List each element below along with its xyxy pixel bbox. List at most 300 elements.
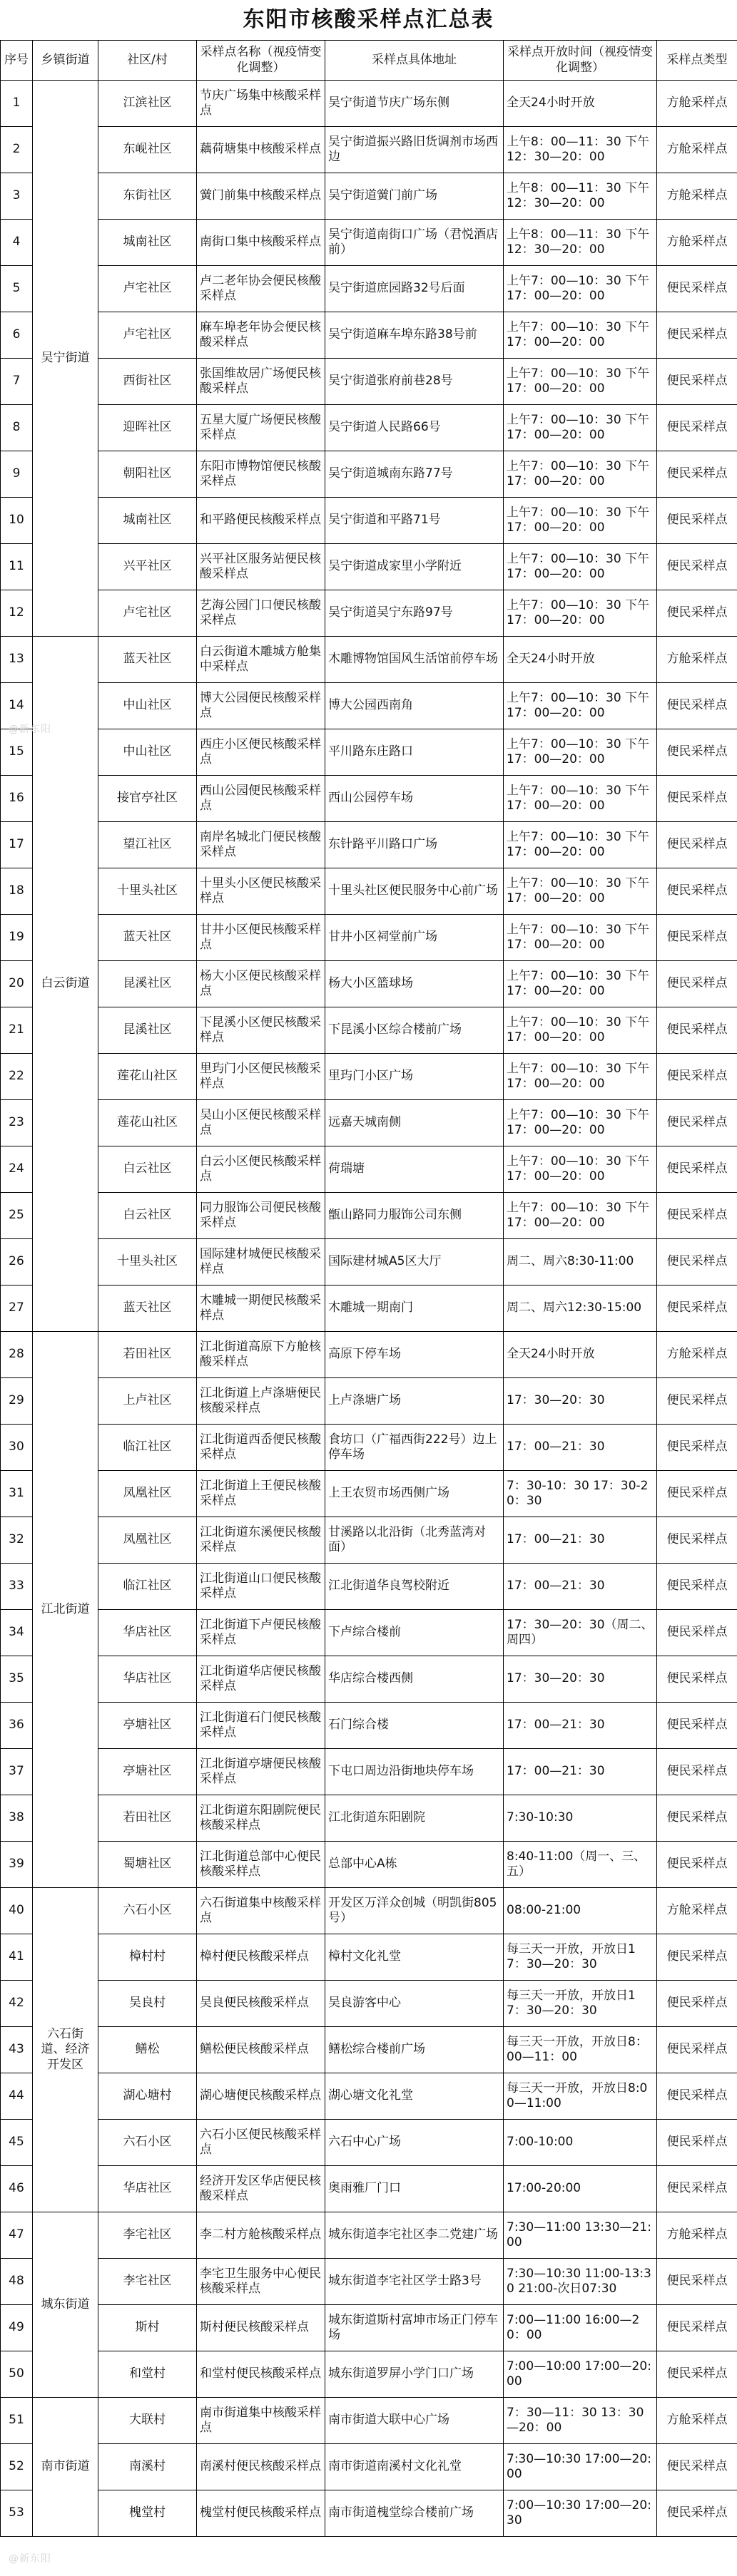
address-cell: 甘井小区祠堂前广场 bbox=[325, 915, 504, 961]
community-cell: 六石小区 bbox=[98, 2120, 197, 2166]
community-cell: 李宅社区 bbox=[98, 2212, 197, 2259]
row-number: 47 bbox=[1, 2212, 33, 2259]
row-number: 6 bbox=[1, 312, 33, 359]
site-name-cell: 白云街道木雕城方舱集中采样点 bbox=[197, 637, 325, 683]
street-name-cell: 城东街道 bbox=[33, 2212, 98, 2398]
site-type-cell: 方舱采样点 bbox=[657, 127, 737, 173]
hours-cell: 上午8：00—11：30 下午12：30—20：00 bbox=[504, 220, 657, 266]
site-name-cell: 杨大小区便民核酸采样点 bbox=[197, 961, 325, 1007]
address-cell: 平川路东庄路口 bbox=[325, 729, 504, 776]
community-cell: 卢宅社区 bbox=[98, 266, 197, 312]
row-number: 29 bbox=[1, 1378, 33, 1425]
community-cell: 蓝天社区 bbox=[98, 915, 197, 961]
site-type-cell: 便民采样点 bbox=[657, 1934, 737, 1981]
street-name-cell: 江北街道 bbox=[33, 1332, 98, 1888]
table-row bbox=[1, 776, 737, 822]
hours-cell: 7:00—10:00 17:00—20:00 bbox=[504, 2351, 657, 2398]
row-number: 31 bbox=[1, 1471, 33, 1517]
address-cell: 里玙门小区广场 bbox=[325, 1054, 504, 1100]
site-type-cell: 便民采样点 bbox=[657, 2490, 737, 2537]
community-cell: 昆溪社区 bbox=[98, 961, 197, 1007]
community-cell: 望江社区 bbox=[98, 822, 197, 868]
hours-cell: 17：00—21：30 bbox=[504, 1517, 657, 1564]
site-name-cell: 张国维故居广场便民核酸采样点 bbox=[197, 359, 325, 405]
site-type-cell: 便民采样点 bbox=[657, 868, 737, 915]
site-type-cell: 便民采样点 bbox=[657, 2351, 737, 2398]
row-number: 33 bbox=[1, 1564, 33, 1610]
site-type-cell: 便民采样点 bbox=[657, 312, 737, 359]
site-type-cell: 便民采样点 bbox=[657, 2027, 737, 2073]
site-name-cell: 樟村便民核酸采样点 bbox=[197, 1934, 325, 1981]
header-site-name: 采样点名称（视疫情变化调整） bbox=[197, 41, 325, 81]
address-cell: 樟村文化礼堂 bbox=[325, 1934, 504, 1981]
table-row bbox=[1, 127, 737, 173]
site-name-cell: 江北街道上王便民核酸采样点 bbox=[197, 1471, 325, 1517]
community-cell: 卢宅社区 bbox=[98, 590, 197, 637]
site-name-cell: 湖心塘便民核酸采样点 bbox=[197, 2073, 325, 2120]
table-row bbox=[1, 266, 737, 312]
street-name-cell: 吴宁街道 bbox=[33, 81, 98, 637]
site-name-cell: 斯村便民核酸采样点 bbox=[197, 2305, 325, 2351]
site-name-cell: 李二村方舱核酸采样点 bbox=[197, 2212, 325, 2259]
address-cell: 石门综合楼 bbox=[325, 1703, 504, 1749]
site-name-cell: 南街口集中核酸采样点 bbox=[197, 220, 325, 266]
site-name-cell: 五星大厦广场便民核酸采样点 bbox=[197, 405, 325, 451]
community-cell: 白云社区 bbox=[98, 1146, 197, 1193]
row-number: 45 bbox=[1, 2120, 33, 2166]
header-type: 采样点类型 bbox=[657, 41, 737, 81]
row-number: 11 bbox=[1, 544, 33, 590]
hours-cell: 7：30—11：30 13：30—20：00 bbox=[504, 2398, 657, 2444]
community-cell: 斯村 bbox=[98, 2305, 197, 2351]
table-row bbox=[1, 1610, 737, 1656]
address-cell: 甑山路同力服饰公司东侧 bbox=[325, 1193, 504, 1239]
site-name-cell: 江北街道华店便民核酸采样点 bbox=[197, 1656, 325, 1703]
community-cell: 蓝天社区 bbox=[98, 1286, 197, 1332]
row-number: 1 bbox=[1, 81, 33, 127]
site-type-cell: 便民采样点 bbox=[657, 1007, 737, 1054]
site-name-cell: 南岸名城北门便民核酸采样点 bbox=[197, 822, 325, 868]
community-cell: 十里头社区 bbox=[98, 868, 197, 915]
community-cell: 白云社区 bbox=[98, 1193, 197, 1239]
table-row bbox=[1, 1378, 737, 1425]
community-cell: 中山社区 bbox=[98, 729, 197, 776]
community-cell: 樟村村 bbox=[98, 1934, 197, 1981]
address-cell: 吴宁街道麻车埠东路38号前 bbox=[325, 312, 504, 359]
address-cell: 木雕城一期南门 bbox=[325, 1286, 504, 1332]
row-number: 2 bbox=[1, 127, 33, 173]
table-row bbox=[1, 1146, 737, 1193]
site-name-cell: 兴平社区服务站便民核酸采样点 bbox=[197, 544, 325, 590]
address-cell: 湖心塘文化礼堂 bbox=[325, 2073, 504, 2120]
community-cell: 华店社区 bbox=[98, 2166, 197, 2212]
site-type-cell: 方舱采样点 bbox=[657, 81, 737, 127]
table-header-row bbox=[1, 41, 737, 81]
site-name-cell: 十里头小区便民核酸采样点 bbox=[197, 868, 325, 915]
address-cell: 六石中心广场 bbox=[325, 2120, 504, 2166]
hours-cell: 全天24小时开放 bbox=[504, 1332, 657, 1378]
site-type-cell: 便民采样点 bbox=[657, 266, 737, 312]
hours-cell: 7:30-10:30 bbox=[504, 1795, 657, 1842]
hours-cell: 上午7：00—10：30 下午17：00—20：00 bbox=[504, 1054, 657, 1100]
address-cell: 吴宁街道振兴路旧货调剂市场西边 bbox=[325, 127, 504, 173]
community-cell: 亭塘社区 bbox=[98, 1749, 197, 1795]
hours-cell: 8:40-11:00（周一、三、五） bbox=[504, 1842, 657, 1888]
hours-cell: 每三天一开放，开放日17：30—20：30 bbox=[504, 1981, 657, 2027]
address-cell: 上王农贸市场西侧广场 bbox=[325, 1471, 504, 1517]
address-cell: 西山公园停车场 bbox=[325, 776, 504, 822]
table-row bbox=[1, 1842, 737, 1888]
community-cell: 若田社区 bbox=[98, 1795, 197, 1842]
table-row bbox=[1, 1425, 737, 1471]
table-row bbox=[1, 1100, 737, 1146]
row-number: 46 bbox=[1, 2166, 33, 2212]
table-row bbox=[1, 2027, 737, 2073]
site-type-cell: 便民采样点 bbox=[657, 1703, 737, 1749]
community-cell: 东街社区 bbox=[98, 173, 197, 220]
address-cell: 博大公园西南角 bbox=[325, 683, 504, 729]
address-cell: 总部中心A栋 bbox=[325, 1842, 504, 1888]
hours-cell: 每三天一开放，开放日17：30—20：30 bbox=[504, 1934, 657, 1981]
site-type-cell: 便民采样点 bbox=[657, 1239, 737, 1286]
address-cell: 吴宁街道人民路66号 bbox=[325, 405, 504, 451]
hours-cell: 7:30—10:30 11:00-13:30 21:00-次日07:30 bbox=[504, 2259, 657, 2305]
community-cell: 莲花山社区 bbox=[98, 1100, 197, 1146]
community-cell: 江滨社区 bbox=[98, 81, 197, 127]
address-cell: 吴宁街道和平路71号 bbox=[325, 498, 504, 544]
table-row bbox=[1, 1286, 737, 1332]
table-row bbox=[1, 220, 737, 266]
site-name-cell: 下昆溪小区便民核酸采样点 bbox=[197, 1007, 325, 1054]
address-cell: 下卢综合楼前 bbox=[325, 1610, 504, 1656]
site-name-cell: 同力服饰公司便民核酸采样点 bbox=[197, 1193, 325, 1239]
site-type-cell: 便民采样点 bbox=[657, 1425, 737, 1471]
site-type-cell: 便民采样点 bbox=[657, 2259, 737, 2305]
table-row bbox=[1, 498, 737, 544]
page-title: 东阳市核酸采样点汇总表 bbox=[243, 7, 494, 32]
address-cell: 远嘉天城南侧 bbox=[325, 1100, 504, 1146]
hours-cell: 上午7：00—10：30 下午17：00—20：00 bbox=[504, 1146, 657, 1193]
hours-cell: 上午7：00—10：30 下午17：00—20：00 bbox=[504, 776, 657, 822]
row-number: 43 bbox=[1, 2027, 33, 2073]
row-number: 51 bbox=[1, 2398, 33, 2444]
community-cell: 十里头社区 bbox=[98, 1239, 197, 1286]
address-cell: 城东街道罗屏小学门口广场 bbox=[325, 2351, 504, 2398]
address-cell: 鳝松综合楼前广场 bbox=[325, 2027, 504, 2073]
table-row bbox=[1, 1749, 737, 1795]
site-type-cell: 便民采样点 bbox=[657, 683, 737, 729]
row-number: 23 bbox=[1, 1100, 33, 1146]
table-row bbox=[1, 173, 737, 220]
table-row bbox=[1, 729, 737, 776]
table-row bbox=[1, 451, 737, 498]
hours-cell: 7:00-10:00 bbox=[504, 2120, 657, 2166]
table-row bbox=[1, 1703, 737, 1749]
address-cell: 下屯口周边沿街地块停车场 bbox=[325, 1749, 504, 1795]
hours-cell: 上午7：00—10：30 下午17：00—20：00 bbox=[504, 312, 657, 359]
header-hours: 采样点开放时间（视疫情变化调整） bbox=[504, 41, 657, 81]
hours-cell: 上午7：00—10：30 下午17：00—20：00 bbox=[504, 822, 657, 868]
hours-cell: 上午8：00—11：30 下午12：30—20：00 bbox=[504, 127, 657, 173]
site-name-cell: 江北街道总部中心便民核酸采样点 bbox=[197, 1842, 325, 1888]
site-type-cell: 方舱采样点 bbox=[657, 1888, 737, 1934]
community-cell: 亭塘社区 bbox=[98, 1703, 197, 1749]
row-number: 50 bbox=[1, 2351, 33, 2398]
row-number: 26 bbox=[1, 1239, 33, 1286]
row-number: 21 bbox=[1, 1007, 33, 1054]
site-name-cell: 吴良便民核酸采样点 bbox=[197, 1981, 325, 2027]
header-address: 采样点具体地址 bbox=[325, 41, 504, 81]
site-type-cell: 便民采样点 bbox=[657, 915, 737, 961]
hours-cell: 上午7：00—10：30 下午17：00—20：00 bbox=[504, 405, 657, 451]
table-row bbox=[1, 683, 737, 729]
row-number: 17 bbox=[1, 822, 33, 868]
table-row bbox=[1, 2398, 737, 2444]
site-name-cell: 鳝松便民核酸采样点 bbox=[197, 2027, 325, 2073]
community-cell: 西街社区 bbox=[98, 359, 197, 405]
community-cell: 朝阳社区 bbox=[98, 451, 197, 498]
address-cell: 吴宁街道张府前巷28号 bbox=[325, 359, 504, 405]
table-row bbox=[1, 1007, 737, 1054]
site-type-cell: 方舱采样点 bbox=[657, 2212, 737, 2259]
row-number: 13 bbox=[1, 637, 33, 683]
site-type-cell: 便民采样点 bbox=[657, 1286, 737, 1332]
site-type-cell: 便民采样点 bbox=[657, 1054, 737, 1100]
address-cell: 吴宁街道黉门前广场 bbox=[325, 173, 504, 220]
row-number: 4 bbox=[1, 220, 33, 266]
community-cell: 上卢社区 bbox=[98, 1378, 197, 1425]
sampling-sites-table bbox=[0, 40, 737, 2537]
site-type-cell: 便民采样点 bbox=[657, 1656, 737, 1703]
row-number: 48 bbox=[1, 2259, 33, 2305]
hours-cell: 上午7：00—10：30 下午17：00—20：00 bbox=[504, 1007, 657, 1054]
hours-cell: 17：30—20：30 bbox=[504, 1378, 657, 1425]
hours-cell: 上午7：00—10：30 下午17：00—20：00 bbox=[504, 590, 657, 637]
row-number: 16 bbox=[1, 776, 33, 822]
row-number: 34 bbox=[1, 1610, 33, 1656]
row-number: 19 bbox=[1, 915, 33, 961]
hours-cell: 上午7：00—10：30 下午17：00—20：00 bbox=[504, 1193, 657, 1239]
address-cell: 下昆溪小区综合楼前广场 bbox=[325, 1007, 504, 1054]
site-name-cell: 黉门前集中核酸采样点 bbox=[197, 173, 325, 220]
site-name-cell: 南溪村便民核酸采样点 bbox=[197, 2444, 325, 2490]
hours-cell: 17：00—21：30 bbox=[504, 1749, 657, 1795]
address-cell: 南市街道大联中心广场 bbox=[325, 2398, 504, 2444]
site-name-cell: 麻车埠老年协会便民核酸采样点 bbox=[197, 312, 325, 359]
row-number: 40 bbox=[1, 1888, 33, 1934]
address-cell: 十里头社区便民服务中心前广场 bbox=[325, 868, 504, 915]
site-type-cell: 方舱采样点 bbox=[657, 220, 737, 266]
site-name-cell: 西庄小区便民核酸采样点 bbox=[197, 729, 325, 776]
site-type-cell: 便民采样点 bbox=[657, 2120, 737, 2166]
row-number: 5 bbox=[1, 266, 33, 312]
row-number: 42 bbox=[1, 1981, 33, 2027]
address-cell: 高原下停车场 bbox=[325, 1332, 504, 1378]
row-number: 38 bbox=[1, 1795, 33, 1842]
address-cell: 城东街道李宅社区学士路3号 bbox=[325, 2259, 504, 2305]
table-row bbox=[1, 2259, 737, 2305]
address-cell: 甘溪路以北沿街（北秀蓝湾对面） bbox=[325, 1517, 504, 1564]
hours-cell: 7：30-10：30 17：30-20：30 bbox=[504, 1471, 657, 1517]
address-cell: 南市街道南溪村文化礼堂 bbox=[325, 2444, 504, 2490]
site-type-cell: 便民采样点 bbox=[657, 1795, 737, 1842]
hours-cell: 7:30—11:00 13:30—21:00 bbox=[504, 2212, 657, 2259]
community-cell: 六石小区 bbox=[98, 1888, 197, 1934]
table-row bbox=[1, 1564, 737, 1610]
site-type-cell: 便民采样点 bbox=[657, 2305, 737, 2351]
hours-cell: 周二、周六12:30-15:00 bbox=[504, 1286, 657, 1332]
table-row bbox=[1, 637, 737, 683]
address-cell: 城东街道斯村富坤市场正门停车场 bbox=[325, 2305, 504, 2351]
hours-cell: 上午7：00—10：30 下午17：00—20：00 bbox=[504, 868, 657, 915]
address-cell: 奥雨雅厂门口 bbox=[325, 2166, 504, 2212]
address-cell: 食坊口（广福西街222号）边上停车场 bbox=[325, 1425, 504, 1471]
hours-cell: 上午7：00—10：30 下午17：00—20：00 bbox=[504, 266, 657, 312]
row-number: 53 bbox=[1, 2490, 33, 2537]
site-name-cell: 白云小区便民核酸采样点 bbox=[197, 1146, 325, 1193]
community-cell: 临江社区 bbox=[98, 1425, 197, 1471]
address-cell: 江北街道华良驾校附近 bbox=[325, 1564, 504, 1610]
community-cell: 李宅社区 bbox=[98, 2259, 197, 2305]
community-cell: 大联村 bbox=[98, 2398, 197, 2444]
row-number: 7 bbox=[1, 359, 33, 405]
hours-cell: 上午7：00—10：30 下午17：00—20：00 bbox=[504, 451, 657, 498]
site-name-cell: 江北街道亭塘便民核酸采样点 bbox=[197, 1749, 325, 1795]
hours-cell: 7:00—10:30 17:00—20:30 bbox=[504, 2490, 657, 2537]
hours-cell: 全天24小时开放 bbox=[504, 81, 657, 127]
address-cell: 吴宁街道庶园路32号后面 bbox=[325, 266, 504, 312]
hours-cell: 7:00—11:00 16:00—20：00 bbox=[504, 2305, 657, 2351]
site-type-cell: 便民采样点 bbox=[657, 498, 737, 544]
hours-cell: 17：30—20：30 bbox=[504, 1656, 657, 1703]
site-type-cell: 便民采样点 bbox=[657, 590, 737, 637]
row-number: 15 bbox=[1, 729, 33, 776]
hours-cell: 17：00—21：30 bbox=[504, 1564, 657, 1610]
hours-cell: 上午7：00—10：30 下午17：00—20：00 bbox=[504, 498, 657, 544]
community-cell: 迎晖社区 bbox=[98, 405, 197, 451]
address-cell: 国际建材城A5区大厅 bbox=[325, 1239, 504, 1286]
site-name-cell: 和堂村便民核酸采样点 bbox=[197, 2351, 325, 2398]
hours-cell: 上午8：00—11：30 下午12：30—20：00 bbox=[504, 173, 657, 220]
address-cell: 吴良游客中心 bbox=[325, 1981, 504, 2027]
site-name-cell: 江北街道上卢涤塘便民核酸采样点 bbox=[197, 1378, 325, 1425]
site-name-cell: 博大公园便民核酸采样点 bbox=[197, 683, 325, 729]
address-cell: 上卢涤塘广场 bbox=[325, 1378, 504, 1425]
site-name-cell: 李宅卫生服务中心便民核酸采样点 bbox=[197, 2259, 325, 2305]
table-row bbox=[1, 359, 737, 405]
table-row bbox=[1, 405, 737, 451]
row-number: 20 bbox=[1, 961, 33, 1007]
community-cell: 城南社区 bbox=[98, 498, 197, 544]
hours-cell: 每三天一开放，开放日8:00—11:00 bbox=[504, 2073, 657, 2120]
row-number: 36 bbox=[1, 1703, 33, 1749]
address-cell: 吴宁街道城南东路77号 bbox=[325, 451, 504, 498]
site-type-cell: 便民采样点 bbox=[657, 1749, 737, 1795]
row-number: 14 bbox=[1, 683, 33, 729]
site-name-cell: 藕荷塘集中核酸采样点 bbox=[197, 127, 325, 173]
address-cell: 南市街道槐堂综合楼前广场 bbox=[325, 2490, 504, 2537]
table-row bbox=[1, 1193, 737, 1239]
table-row bbox=[1, 2166, 737, 2212]
site-type-cell: 便民采样点 bbox=[657, 1981, 737, 2027]
site-type-cell: 方舱采样点 bbox=[657, 637, 737, 683]
table-row bbox=[1, 2073, 737, 2120]
table-row bbox=[1, 2490, 737, 2537]
table-row bbox=[1, 312, 737, 359]
address-cell: 城东街道李宅社区李二党建广场 bbox=[325, 2212, 504, 2259]
site-type-cell: 便民采样点 bbox=[657, 451, 737, 498]
row-number: 44 bbox=[1, 2073, 33, 2120]
site-name-cell: 槐堂村便民核酸采样点 bbox=[197, 2490, 325, 2537]
community-cell: 凤凰社区 bbox=[98, 1517, 197, 1564]
site-name-cell: 木雕城一期便民核酸采样点 bbox=[197, 1286, 325, 1332]
site-type-cell: 便民采样点 bbox=[657, 961, 737, 1007]
community-cell: 东岘社区 bbox=[98, 127, 197, 173]
site-type-cell: 便民采样点 bbox=[657, 822, 737, 868]
community-cell: 中山社区 bbox=[98, 683, 197, 729]
address-cell: 开发区万洋众创城（明凯街805号） bbox=[325, 1888, 504, 1934]
site-name-cell: 江北街道下卢便民核酸采样点 bbox=[197, 1610, 325, 1656]
row-number: 22 bbox=[1, 1054, 33, 1100]
site-type-cell: 便民采样点 bbox=[657, 1471, 737, 1517]
site-type-cell: 便民采样点 bbox=[657, 1610, 737, 1656]
site-name-cell: 国际建材城便民核酸采样点 bbox=[197, 1239, 325, 1286]
address-cell: 华店综合楼西侧 bbox=[325, 1656, 504, 1703]
hours-cell: 7:30—10:30 17:00—20:00 bbox=[504, 2444, 657, 2490]
watermark-text-bottom: @新东阳 bbox=[9, 2553, 51, 2565]
table-row bbox=[1, 1981, 737, 2027]
site-type-cell: 便民采样点 bbox=[657, 1517, 737, 1564]
site-name-cell: 甘井小区便民核酸采样点 bbox=[197, 915, 325, 961]
hours-cell: 上午7：00—10：30 下午17：00—20：00 bbox=[504, 915, 657, 961]
address-cell: 荷瑞塘 bbox=[325, 1146, 504, 1193]
street-name-cell: 南市街道 bbox=[33, 2398, 98, 2537]
site-type-cell: 便民采样点 bbox=[657, 359, 737, 405]
row-number: 3 bbox=[1, 173, 33, 220]
row-number: 24 bbox=[1, 1146, 33, 1193]
hours-cell: 17：30—20：30（周二、周四） bbox=[504, 1610, 657, 1656]
address-cell: 吴宁街道成家里小学附近 bbox=[325, 544, 504, 590]
site-type-cell: 方舱采样点 bbox=[657, 173, 737, 220]
site-name-cell: 江北街道石门便民核酸采样点 bbox=[197, 1703, 325, 1749]
site-name-cell: 经济开发区华店便民核酸采样点 bbox=[197, 2166, 325, 2212]
table-row bbox=[1, 1471, 737, 1517]
site-type-cell: 便民采样点 bbox=[657, 1100, 737, 1146]
hours-cell: 08:00-21:00 bbox=[504, 1888, 657, 1934]
site-name-cell: 江北街道西岙便民核酸采样点 bbox=[197, 1425, 325, 1471]
header-no: 序号 bbox=[1, 41, 33, 81]
row-number: 8 bbox=[1, 405, 33, 451]
community-cell: 南溪村 bbox=[98, 2444, 197, 2490]
row-number: 9 bbox=[1, 451, 33, 498]
site-name-cell: 南市街道集中核酸采样点 bbox=[197, 2398, 325, 2444]
row-number: 18 bbox=[1, 868, 33, 915]
address-cell: 木雕博物馆国风生活馆前停车场 bbox=[325, 637, 504, 683]
site-name-cell: 艺海公园门口便民核酸采样点 bbox=[197, 590, 325, 637]
community-cell: 卢宅社区 bbox=[98, 312, 197, 359]
address-cell: 吴宁街道南街口广场（君悦酒店前） bbox=[325, 220, 504, 266]
street-name-cell: 白云街道 bbox=[33, 637, 98, 1332]
hours-cell: 上午7：00—10：30 下午17：00—20：00 bbox=[504, 359, 657, 405]
community-cell: 临江社区 bbox=[98, 1564, 197, 1610]
table-row bbox=[1, 868, 737, 915]
hours-cell: 上午7：00—10：30 下午17：00—20：00 bbox=[504, 729, 657, 776]
table-row bbox=[1, 961, 737, 1007]
address-cell: 吴宁街道吴宁东路97号 bbox=[325, 590, 504, 637]
community-cell: 鳝松 bbox=[98, 2027, 197, 2073]
site-type-cell: 便民采样点 bbox=[657, 776, 737, 822]
row-number: 35 bbox=[1, 1656, 33, 1703]
